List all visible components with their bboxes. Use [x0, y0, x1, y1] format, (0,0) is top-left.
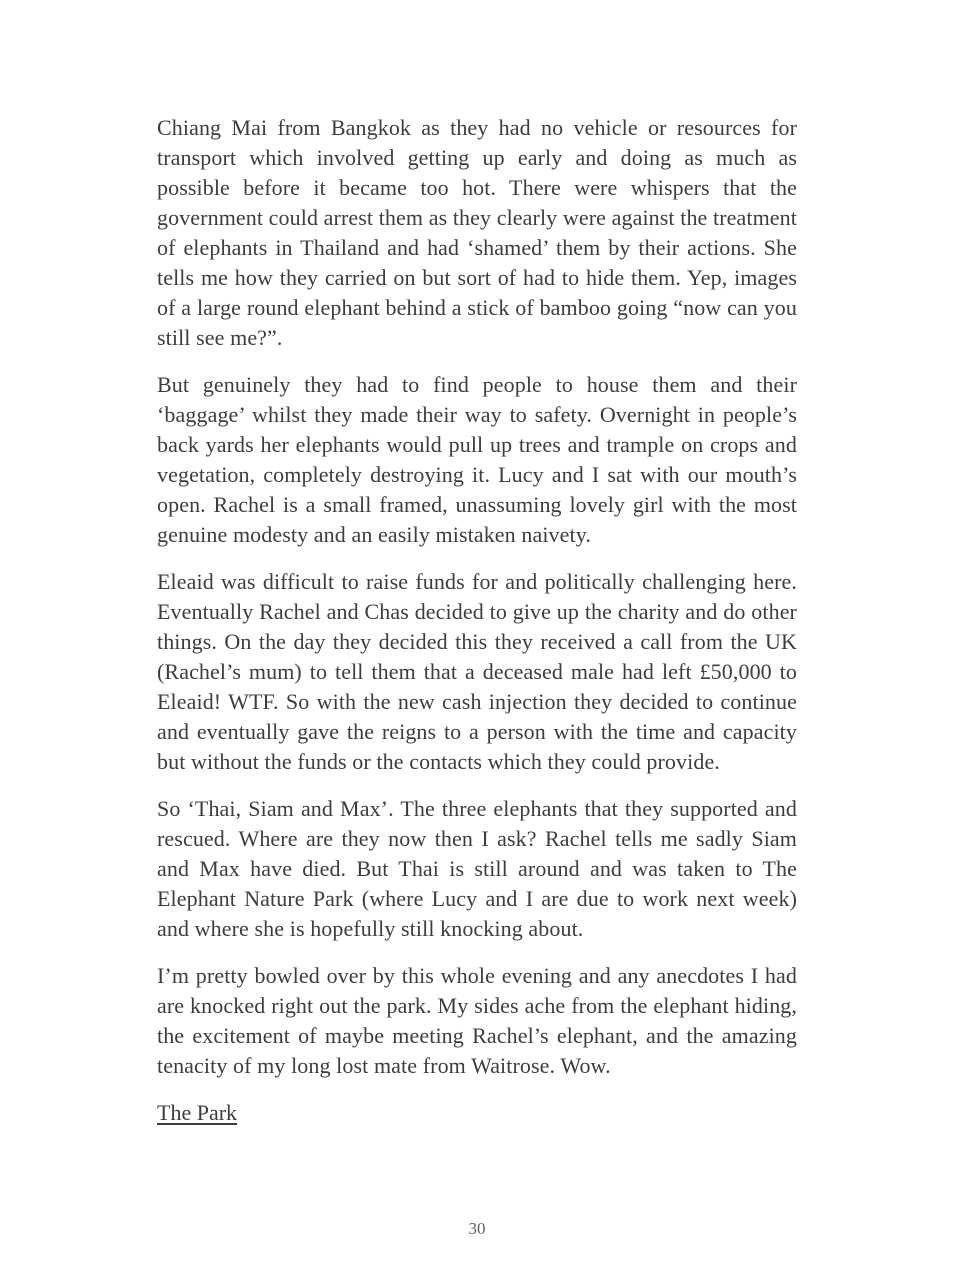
body-paragraph: But genuinely they had to find people to house them and their ‘baggage’ whilst they made their way to safety. Overnight in people’s back yards her elephants would pull up trees and trample on crops and vegetation, completely destroying it. Lucy and I sat with our mouth’s open. Rachel is a small framed, unassuming lovely girl with the most genuine modesty and an easily mistaken naivety. — [157, 372, 797, 547]
page-body — [157, 113, 797, 1128]
body-paragraph: So ‘Thai, Siam and Max’. The three elephants that they supported and rescued. Where are they now then I ask? Rachel tells me sadly Siam and Max have died. But Thai is still around and was taken to The Elephant Nature Park (where Lucy and I are due to work next week) and where she is hopefully still knocking about. — [157, 796, 797, 941]
body-paragraph: Eleaid was difficult to raise funds for and politically challenging here. Eventually Rachel and Chas decided to give up the charity and do other things. On the day they decided this they received a call from the UK (Rachel’s mum) to tell them that a deceased male had left £50,000 to Eleaid! WTF. So with the new cash injection they decided to continue and eventually gave the reigns to a person with the time and capacity but without the funds or the contacts which they could provide. — [157, 569, 797, 774]
body-paragraph: Chiang Mai from Bangkok as they had no vehicle or resources for transport which involved getting up early and doing as much as possible before it became too hot. There were whispers that the government could arrest them as they clearly were against the treatment of elephants in Thailand and had ‘shamed’ them by their actions. She tells me how they carried on but sort of had to hide them. Yep, images of a large round elephant behind a stick of bamboo going “now can you still see me?”. — [157, 115, 797, 350]
body-paragraph: I’m pretty bowled over by this whole evening and any anecdotes I had are knocked right out the park. My sides ache from the elephant hiding, the excitement of maybe meeting Rachel’s elephant, and the amazing tenacity of my long lost mate from Waitrose. Wow. — [157, 963, 797, 1078]
page-number: 30 — [468, 1219, 486, 1238]
section-heading: The Park — [157, 1100, 238, 1125]
